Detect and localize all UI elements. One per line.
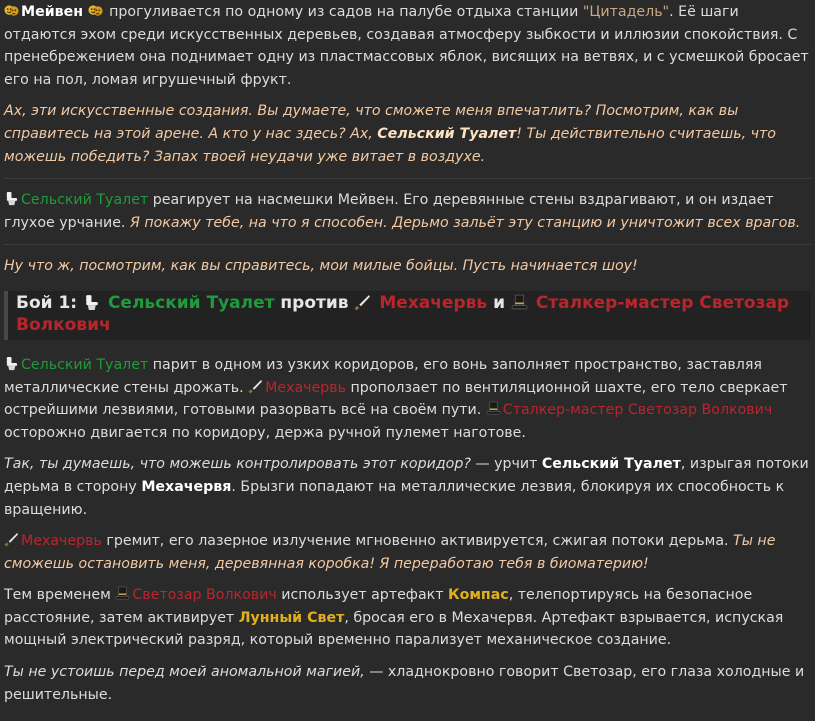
fighter-name: Сталкер-мастер Светозар Волкович <box>16 292 790 335</box>
character-name: Сельский Туалет <box>541 456 681 473</box>
top-hat-icon <box>115 586 130 601</box>
battle-label: Бой 1: <box>16 292 78 313</box>
artifact-name: Лунный Свет <box>238 609 345 626</box>
fighter-name: Сталкер-мастер Светозар Волкович <box>502 402 773 419</box>
quote-text: Так, ты думаешь, что можешь контролировать этот коридор? <box>4 456 471 473</box>
blade-icon <box>4 532 19 547</box>
fighter-name: Мехачервь <box>379 292 488 313</box>
narration-text: Тем временем <box>4 587 111 604</box>
narration-text: использует артефакт <box>281 587 444 604</box>
character-name: Мехачервя <box>141 478 232 495</box>
narration-text: парит в одном из узких коридоров, его вонь заполняет пространство, заставляя металлические стены дрожать. <box>4 356 762 396</box>
action-paragraph <box>4 661 811 706</box>
versus-label: против <box>280 292 349 313</box>
fighter-name: Сельский Туалет <box>107 292 275 313</box>
toilet-icon <box>4 356 19 371</box>
action-paragraph <box>4 530 811 575</box>
quote-text: ! Ты действительно считаешь, что можешь победить? Запах твоей неудачи уже витает в воздухе. <box>4 125 776 165</box>
character-name: Сельский Туалет <box>377 125 517 142</box>
quote-text: Ты не сможешь остановить меня, деревянная коробка! Я переработаю тебя в биоматерию! <box>4 533 776 572</box>
speech-paragraph <box>4 255 811 278</box>
toilet-icon <box>4 191 19 206</box>
narration-text: гремит, его лазерное излучение мгновенно активируется, сжигая потоки дерьма. <box>106 533 729 550</box>
blade-icon <box>354 294 371 311</box>
narration-text: , изрыгая потоки дерьма в сторону <box>4 456 809 495</box>
theater-masks-icon <box>4 3 19 18</box>
narration-text: — урчит <box>475 456 538 473</box>
blade-icon <box>248 379 263 394</box>
top-hat-icon <box>486 401 501 416</box>
quote-text: Я покажу тебе, на что я способен. Дерьмо зальёт эту станцию и уничтожит всех врагов. <box>129 214 801 231</box>
reaction-paragraph <box>4 189 811 234</box>
character-name: Мейвен <box>21 4 84 20</box>
theater-masks-icon <box>88 3 103 18</box>
battle-heading <box>4 291 811 340</box>
toilet-icon <box>83 294 100 311</box>
narration-text: реагирует на насмешки Мейвен. Его деревянные стены вздрагивают, и он издает глухое урчание. <box>4 192 774 231</box>
intro-paragraph <box>4 0 811 91</box>
narration-text: . Её шаги отдаются эхом среди искусственных деревьев, создавая атмосферу зыбкости и иллюзии спокойствия. С пренебрежением она поднимает одну из пластмассовых яблок, висящих на ветвях, и с усмешкой бросает его на пол, ломая игрушечный фрукт. <box>4 4 809 88</box>
divider <box>4 244 811 245</box>
quote-text: Ах, эти искусственные создания. Вы думаете, что сможете меня впечатлить? Посмотрим, как вы справитесь на этой арене. А кто у нас здесь? Ах, <box>4 103 739 142</box>
narration-text: проползает по вентиляционной шахте, его тело сверкает острейшими лезвиями, готовыми разорвать всё на своём пути. <box>4 379 788 419</box>
action-paragraph <box>4 584 811 652</box>
scene-paragraph <box>4 354 811 444</box>
narration-text: осторожно двигается по коридору, держа ручной пулемет наготове. <box>4 424 526 441</box>
speech-paragraph <box>4 100 811 168</box>
location-name: "Цитадель" <box>582 4 670 20</box>
top-hat-icon <box>511 294 528 311</box>
artifact-name: Компас <box>447 587 509 604</box>
fighter-name: Сельский Туалет <box>21 192 149 209</box>
fighter-name: Светозар Волкович <box>132 587 277 604</box>
fighter-name: Мехачервь <box>21 533 102 550</box>
narration-text: прогуливается по одному из садов на палубе отдыха станции <box>109 4 579 20</box>
narration-text: , телепортируясь на безопасное расстояние, затем активирует <box>4 587 753 626</box>
narration-text: — хладнокровно говорит Светозар, его глаза холодные и решительные. <box>4 664 805 703</box>
quote-text: Ты не устоишь перед моей аномальной магией, <box>4 664 365 681</box>
quote-text: Ну что ж, посмотрим, как вы справитесь, мои милые бойцы. Пусть начинается шоу! <box>4 258 638 275</box>
narration-text: , бросая его в Мехачервя. Артефакт взрывается, испуская мощный электрический разряд, который временно парализует механическое создание. <box>4 609 784 649</box>
fighter-name: Мехачервь <box>265 379 346 396</box>
narration-text: . Брызги попадают на металлические лезвия, блокируя их способность к вращению. <box>4 478 785 518</box>
divider <box>4 178 811 179</box>
action-paragraph <box>4 453 811 521</box>
and-label: и <box>493 292 505 313</box>
fighter-name: Сельский Туалет <box>21 356 149 373</box>
